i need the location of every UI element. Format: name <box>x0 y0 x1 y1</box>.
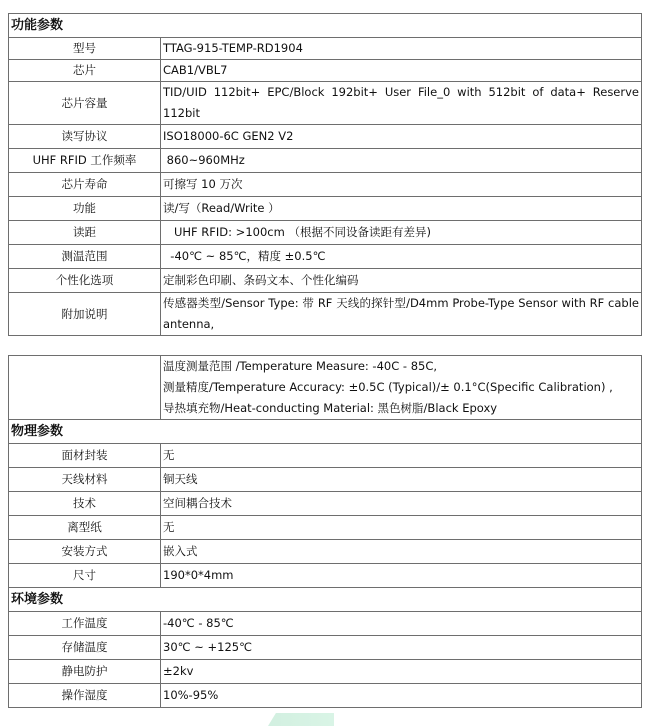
row-value-read-range: UHF RFID: >100cm （根据不同设备读距有差异) <box>161 221 642 245</box>
table-row <box>9 516 642 540</box>
temp-measure-line: 温度测量范围 /Temperature Measure: -40C - 85C, <box>163 359 438 373</box>
table-row <box>9 540 642 564</box>
row-label-customization: 个性化选项 <box>9 269 161 293</box>
functional-params-table <box>8 13 642 336</box>
row-label-model: 型号 <box>9 38 161 60</box>
row-label-antenna-material: 天线材料 <box>9 468 161 492</box>
row-label-technology: 技术 <box>9 492 161 516</box>
row-label-chip-capacity: 芯片容量 <box>9 82 161 125</box>
row-value-customization: 定制彩色印刷、条码文本、个性化编码 <box>161 269 642 293</box>
table-row <box>9 356 642 420</box>
row-label-storage-temp: 存储温度 <box>9 636 161 660</box>
table-row <box>9 149 642 173</box>
table-row <box>9 269 642 293</box>
table-row <box>9 125 642 149</box>
row-value-frequency: 860~960MHz <box>161 149 642 173</box>
row-value-facestock: 无 <box>161 444 642 468</box>
row-label-protocol: 读写协议 <box>9 125 161 149</box>
row-value-storage-temp: 30℃ ~ +125℃ <box>161 636 642 660</box>
table-row <box>9 636 642 660</box>
row-label-continuation <box>9 356 161 420</box>
table-row <box>9 468 642 492</box>
row-label-installation: 安装方式 <box>9 540 161 564</box>
row-label-humidity: 操作湿度 <box>9 684 161 708</box>
row-value-chip-capacity: TID/UID 112bit+ EPC/Block 192bit+ User File_0 with 512bit of data+ Reserve 112bit <box>161 82 642 125</box>
row-label-dimensions: 尺寸 <box>9 564 161 588</box>
row-label-chip: 芯片 <box>9 60 161 82</box>
row-label-notes: 附加说明 <box>9 293 161 336</box>
temp-accuracy-line: 测量精度/Temperature Accuracy: ±0.5C (Typical)/± 0.1°C(Specific Calibration) , <box>163 380 613 394</box>
row-value-operating-temp: -40℃ - 85℃ <box>161 612 642 636</box>
heat-material-line: 导热填充物/Heat-conducting Material: 黑色树脂/Black Epoxy <box>163 401 498 415</box>
row-label-read-range: 读距 <box>9 221 161 245</box>
table-row <box>9 60 642 82</box>
row-value-antenna-material: 铜天线 <box>161 468 642 492</box>
row-value-humidity: 10%-95% <box>161 684 642 708</box>
row-label-facestock: 面材封装 <box>9 444 161 468</box>
row-value-release-paper: 无 <box>161 516 642 540</box>
row-value-temp-range: -40℃ ~ 85℃，精度 ±0.5℃ <box>161 245 642 269</box>
row-value-dimensions: 190*0*4mm <box>161 564 642 588</box>
row-value-continuation <box>161 356 642 420</box>
row-label-function: 功能 <box>9 197 161 221</box>
row-value-esd: ±2kv <box>161 660 642 684</box>
row-value-chip-life: 可擦写 10 万次 <box>161 173 642 197</box>
table-row <box>9 221 642 245</box>
section-title-functional: 功能参数 <box>9 14 642 38</box>
table-row <box>9 444 642 468</box>
physical-environment-table <box>8 355 642 708</box>
section-title-environment: 环境参数 <box>9 588 642 612</box>
table-row <box>9 293 642 336</box>
watermark-shape <box>268 713 334 726</box>
row-label-release-paper: 离型纸 <box>9 516 161 540</box>
table-row <box>9 564 642 588</box>
table-row <box>9 612 642 636</box>
row-label-frequency: UHF RFID 工作频率 <box>9 149 161 173</box>
table-row <box>9 492 642 516</box>
table-row <box>9 684 642 708</box>
row-label-operating-temp: 工作温度 <box>9 612 161 636</box>
table-row <box>9 245 642 269</box>
row-value-technology: 空间耦合技术 <box>161 492 642 516</box>
row-value-protocol: ISO18000-6C GEN2 V2 <box>161 125 642 149</box>
row-label-esd: 静电防护 <box>9 660 161 684</box>
section-title-physical: 物理参数 <box>9 420 642 444</box>
row-value-chip: CAB1/VBL7 <box>161 60 642 82</box>
row-value-installation: 嵌入式 <box>161 540 642 564</box>
row-value-notes: 传感器类型/Sensor Type: 带 RF 天线的探针型/D4mm Probe-Type Sensor with RF cable antenna, <box>161 293 642 336</box>
table-row <box>9 660 642 684</box>
table-row <box>9 197 642 221</box>
table-row <box>9 82 642 125</box>
table-row <box>9 173 642 197</box>
row-value-model: TTAG-915-TEMP-RD1904 <box>161 38 642 60</box>
row-label-chip-life: 芯片寿命 <box>9 173 161 197</box>
table-row <box>9 38 642 60</box>
row-value-function: 读/写（Read/Write ） <box>161 197 642 221</box>
row-label-temp-range: 测温范围 <box>9 245 161 269</box>
